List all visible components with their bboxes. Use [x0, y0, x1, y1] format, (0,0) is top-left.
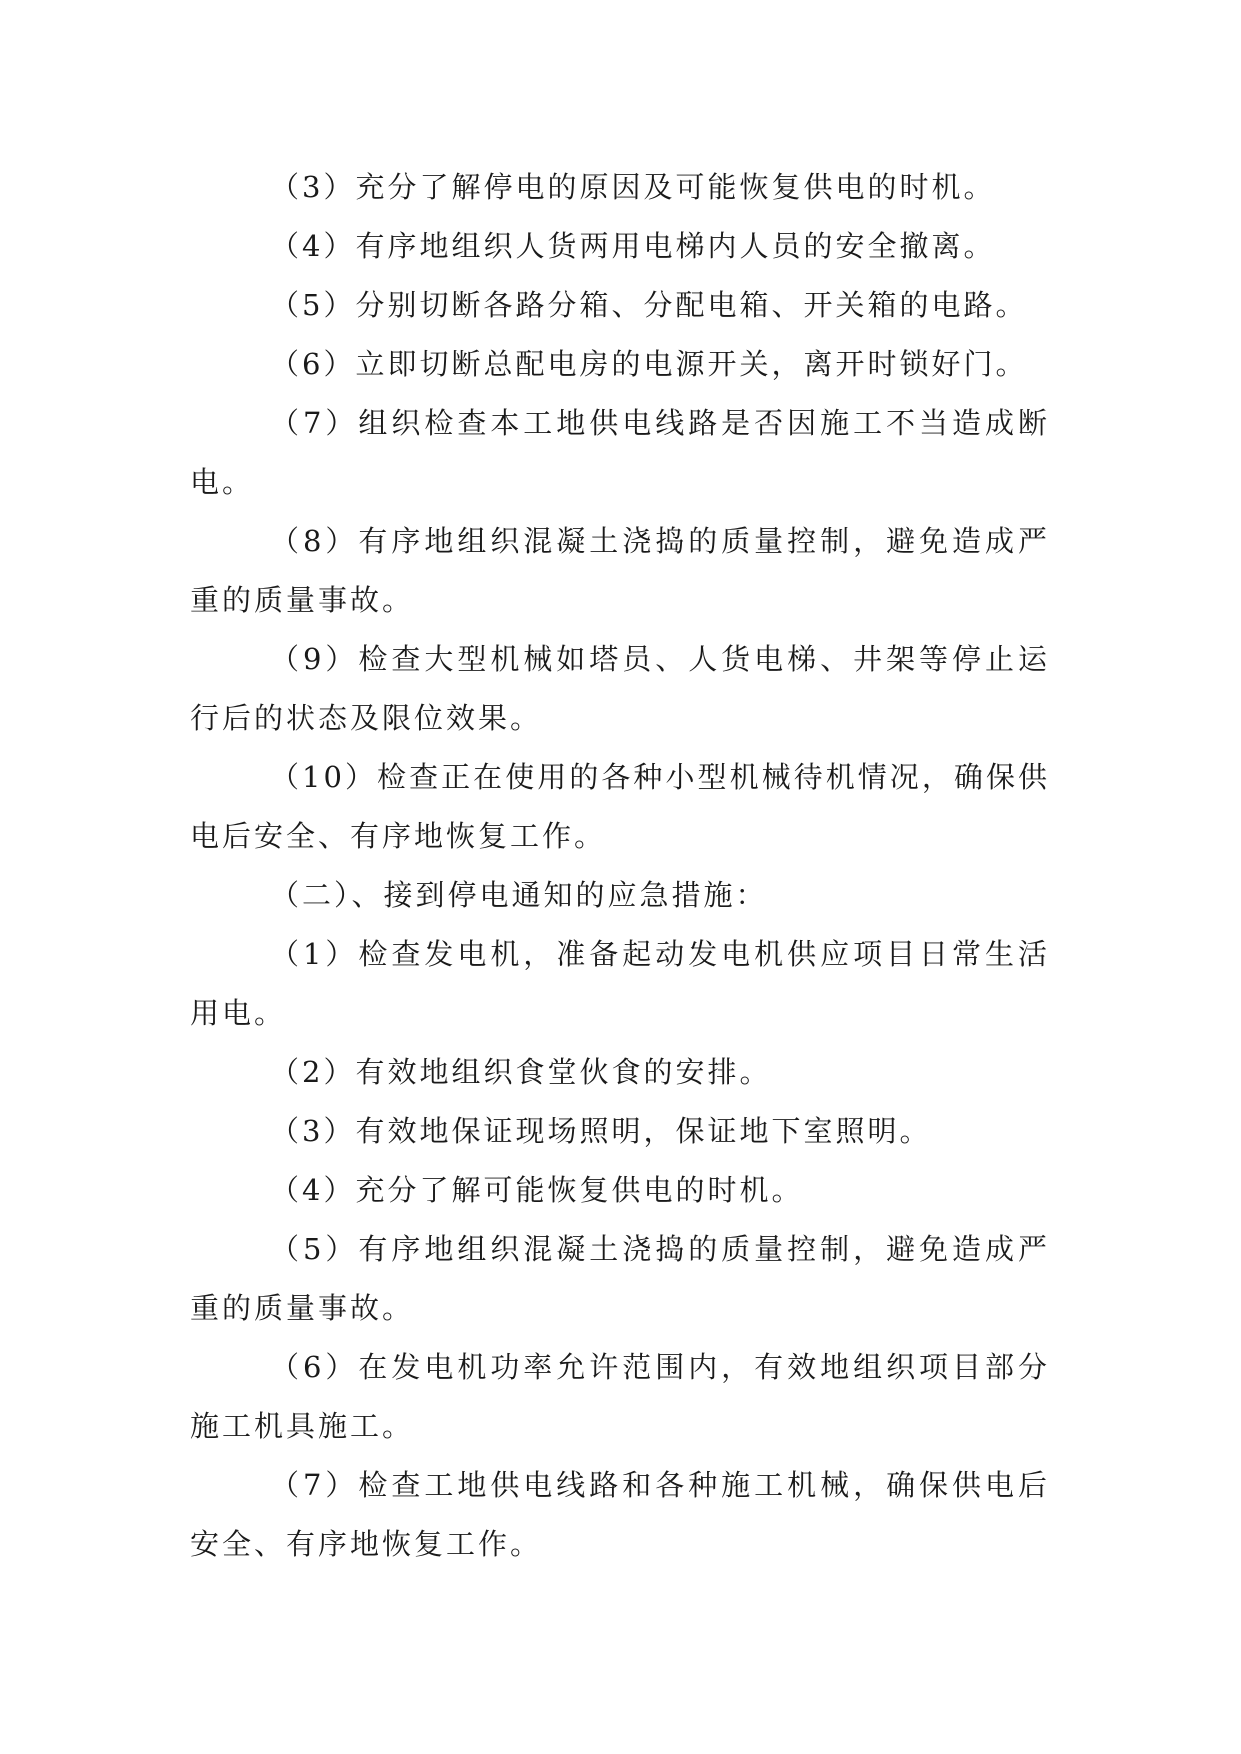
paragraph-cut-main-switch: （6）立即切断总配电房的电源开关，离开时锁好门。 — [270, 347, 1028, 381]
paragraph-final-check: （7）检查工地供电线路和各种施工机械，确保供电后安全、有序地恢复工作。 — [190, 1468, 1050, 1561]
paragraph-outage-cause: （3）充分了解停电的原因及可能恢复供电的时机。 — [270, 170, 996, 204]
paragraph-generator-capacity: （6）在发电机功率允许范围内，有效地组织项目部分施工机具施工。 — [190, 1350, 1050, 1443]
paragraph-restore-timing: （4）充分了解可能恢复供电的时机。 — [270, 1173, 804, 1207]
paragraph-concrete-quality: （8）有序地组织混凝土浇捣的质量控制，避免造成严重的质量事故。 — [190, 524, 1050, 617]
paragraph-large-machinery: （9）检查大型机械如塔员、人货电梯、井架等停止运行后的状态及限位效果。 — [190, 642, 1050, 735]
paragraph-canteen: （2）有效地组织食堂伙食的安排。 — [270, 1055, 772, 1089]
paragraph-generator: （1）检查发电机，准备起动发电机供应项目日常生活用电。 — [190, 937, 1050, 1030]
paragraph-cut-branch-circuits: （5）分别切断各路分箱、分配电箱、开关箱的电路。 — [270, 288, 1028, 322]
paragraph-check-supply-lines: （7）组织检查本工地供电线路是否因施工不当造成断电。 — [190, 406, 1050, 499]
paragraph-elevator-evacuation: （4）有序地组织人货两用电梯内人员的安全撤离。 — [270, 229, 996, 263]
paragraph-small-machinery: （10）检查正在使用的各种小型机械待机情况，确保供电后安全、有序地恢复工作。 — [190, 760, 1050, 853]
section-heading-outage-notice: （二）、接到停电通知的应急措施： — [270, 878, 768, 912]
paragraph-concrete-quality-2: （5）有序地组织混凝土浇捣的质量控制，避免造成严重的质量事故。 — [190, 1232, 1050, 1325]
document-body — [190, 158, 1050, 1574]
paragraph-lighting: （3）有效地保证现场照明，保证地下室照明。 — [270, 1114, 932, 1148]
